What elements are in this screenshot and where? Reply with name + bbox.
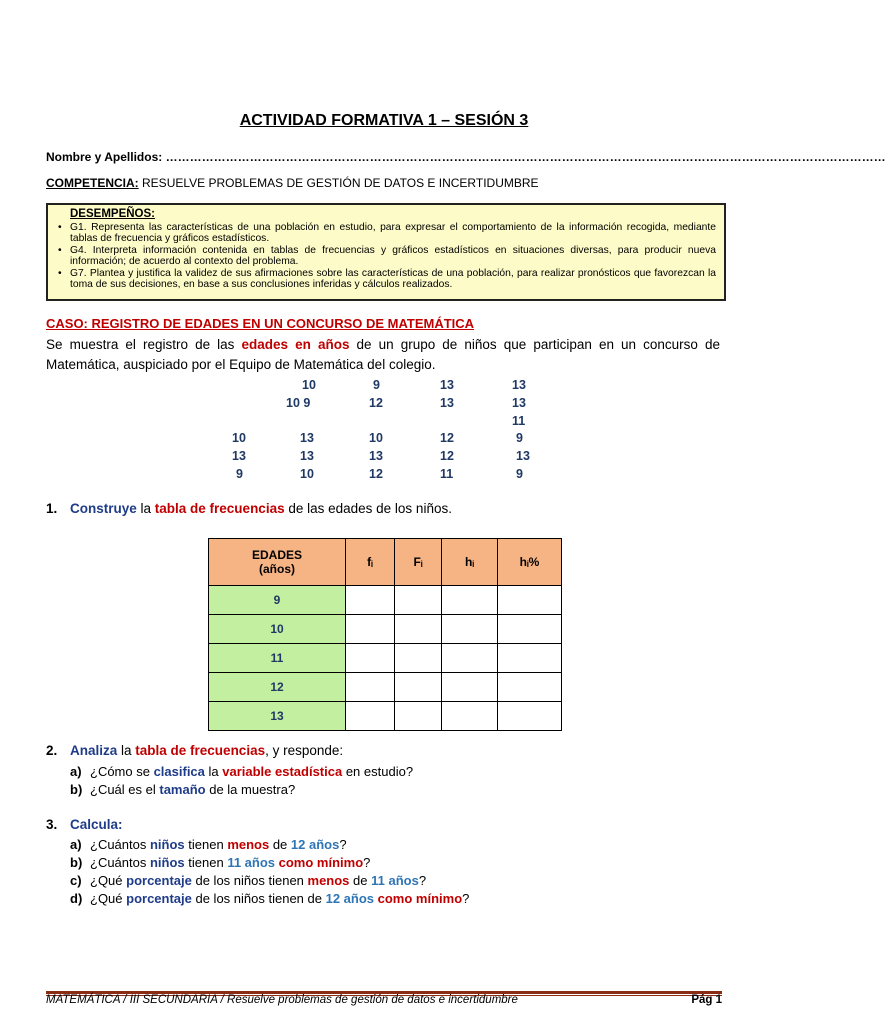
keyword: variable estadística <box>222 764 343 779</box>
fi-input-cell[interactable] <box>346 615 395 644</box>
table-row <box>209 673 562 702</box>
age-value: 13 <box>300 449 314 463</box>
keyword: porcentaje <box>126 891 192 906</box>
age-value: 9 <box>516 467 523 481</box>
question-number: 2. <box>46 743 58 758</box>
age-value: 10 <box>232 431 246 445</box>
fi-input-cell[interactable] <box>346 586 395 615</box>
desempenos-list <box>56 222 716 290</box>
sub-text: ¿Cuántos <box>90 855 150 870</box>
keyword: tamaño <box>159 782 206 797</box>
header-hi: hᵢ <box>442 539 498 586</box>
age-cell: 9 <box>209 586 346 615</box>
keyword: niños <box>149 855 185 870</box>
keyword: clasifica <box>153 764 205 779</box>
age-value: 13 <box>232 449 246 463</box>
question-verb: Construye <box>70 501 137 516</box>
sub-label: b) <box>70 782 83 797</box>
sub-text: de <box>349 873 372 888</box>
age-value: 12 <box>369 467 383 481</box>
age-value: 12 <box>369 396 383 410</box>
table-row <box>209 586 562 615</box>
keyword: menos <box>227 837 270 852</box>
age-value: 9 <box>373 378 380 392</box>
question-number: 3. <box>46 817 58 832</box>
table-row <box>209 644 562 673</box>
sub-text: ¿Qué <box>90 891 127 906</box>
header-line: EDADES <box>251 548 302 562</box>
frequency-table <box>208 538 562 731</box>
sub-label: c) <box>70 873 82 888</box>
table-row <box>209 615 562 644</box>
sub-label: a) <box>70 764 82 779</box>
age-value: 9 <box>236 467 243 481</box>
age-cell: 13 <box>209 702 346 731</box>
question-verb: Analiza <box>70 743 118 758</box>
header-Fi: Fᵢ <box>395 539 442 586</box>
fi-input-cell[interactable] <box>346 702 395 731</box>
Fi-input-cell[interactable] <box>395 615 442 644</box>
intro-text: Se muestra el registro de las <box>46 337 242 352</box>
sub-text: ¿Cuál es el <box>90 782 160 797</box>
Fi-input-cell[interactable] <box>395 644 442 673</box>
question-3a <box>70 837 347 852</box>
desempenos-box <box>46 203 726 301</box>
keyword: 11 años <box>227 855 276 870</box>
age-value: 13 <box>512 378 526 392</box>
hi-percent-input-cell[interactable] <box>498 673 562 702</box>
keyword: como mínimo <box>377 891 463 906</box>
question-text: la <box>117 743 136 758</box>
age-cell: 12 <box>209 673 346 702</box>
Fi-input-cell[interactable] <box>395 586 442 615</box>
sub-text: de <box>269 837 291 852</box>
age-value: 13 <box>300 431 314 445</box>
header-fi: fᵢ <box>346 539 395 586</box>
sub-text: en estudio? <box>342 764 414 779</box>
sub-text: ¿Cómo se <box>90 764 154 779</box>
desempeno-item: • G7. Plantea y justifica la validez de sus afirmaciones sobre las características de una población, para realizar pronósticos que favorezcan la toma de sus decisiones, en base a sus conclusiones inferidas y cálculos realizados. <box>56 268 716 291</box>
sub-label: b) <box>70 855 83 870</box>
hi-percent-input-cell[interactable] <box>498 644 562 673</box>
age-value: 13 <box>516 449 530 463</box>
sub-text: ? <box>418 873 427 888</box>
sub-label: d) <box>70 891 83 906</box>
fi-input-cell[interactable] <box>346 673 395 702</box>
competencia-line <box>46 176 539 190</box>
question-3: 3. Calcula: <box>46 817 123 832</box>
keyword: como mínimo <box>278 855 364 870</box>
age-value: 12 <box>440 449 454 463</box>
age-value: 10 <box>369 431 383 445</box>
keyword: 11 años <box>371 873 419 888</box>
question-2 <box>46 743 343 758</box>
age-value: 13 <box>440 378 454 392</box>
sub-text: tienen <box>184 837 228 852</box>
hi-input-cell[interactable] <box>442 615 498 644</box>
header-hi-percent: hᵢ% <box>498 539 562 586</box>
age-value: 13 <box>369 449 383 463</box>
age-value: 13 <box>512 396 526 410</box>
case-intro <box>46 335 720 375</box>
age-value: 10 <box>302 378 316 392</box>
keyword: menos <box>307 873 350 888</box>
age-cell: 10 <box>209 615 346 644</box>
keyword: niños <box>149 837 185 852</box>
desempeno-item: • G4. Interpreta información contenida en tablas de frecuencias y gráficos estadísticos en situaciones diversas, para producir nueva información; de acuerdo al contexto del problema. <box>56 245 716 268</box>
desempeno-item: • G1. Representa las características de una población en estudio, para expresar el comportamiento de la información recogida, mediante tablas de frecuencia y gráficos estadísticos. <box>56 222 716 245</box>
table-row <box>209 702 562 731</box>
intro-highlight: edades en años <box>241 337 350 352</box>
hi-input-cell[interactable] <box>442 586 498 615</box>
keyword: 12 años <box>325 891 375 906</box>
page-title: ACTIVIDAD FORMATIVA 1 – SESIÓN 3 <box>239 112 529 129</box>
name-field-line: Nombre y Apellidos: ……………………………………………………………………………………………………………………………………………………………… <box>46 150 886 164</box>
question-3c <box>70 873 426 888</box>
sub-text: ? <box>339 837 347 852</box>
age-cell: 11 <box>209 644 346 673</box>
hi-input-cell[interactable] <box>442 702 498 731</box>
header-edades <box>209 539 346 586</box>
Fi-input-cell[interactable] <box>395 673 442 702</box>
competencia-label: COMPETENCIA: <box>46 176 139 190</box>
question-1 <box>46 501 452 516</box>
hi-percent-input-cell[interactable] <box>498 586 562 615</box>
question-text: la <box>136 501 155 516</box>
question-2a <box>70 764 413 779</box>
competencia-value: RESUELVE PROBLEMAS DE GESTIÓN DE DATOS E INCERTIDUMBRE <box>142 176 539 190</box>
sub-text: ? <box>363 855 371 870</box>
keyword: porcentaje <box>126 873 192 888</box>
sub-text: ¿Qué <box>90 873 127 888</box>
sub-text: la <box>204 764 223 779</box>
age-value: 13 <box>440 396 454 410</box>
question-verb: Calcula <box>70 817 119 832</box>
question-2b <box>70 782 295 797</box>
hi-input-cell[interactable] <box>442 673 498 702</box>
hi-input-cell[interactable] <box>442 644 498 673</box>
question-highlight: tabla de frecuencias <box>154 501 285 516</box>
hi-percent-input-cell[interactable] <box>498 615 562 644</box>
age-value: 12 <box>440 431 454 445</box>
sub-text: de los niños tienen <box>191 873 308 888</box>
sub-text: de la muestra? <box>205 782 296 797</box>
intro-text: de un grupo de niños que participan en un concurso de Matemática, auspiciado por el Equipo de Matemática del colegio. <box>46 337 720 372</box>
header-line: (años) <box>259 562 295 576</box>
keyword: 12 años <box>290 837 340 852</box>
age-value: 10 <box>300 467 314 481</box>
sub-text: ? <box>462 891 470 906</box>
question-text: de las edades de los niños. <box>284 501 452 516</box>
question-3d <box>70 891 469 906</box>
footer-text: MATEMÁTICA / III SECUNDARIA / Resuelve problemas de gestión de datos e incertidumbre <box>46 994 518 1006</box>
desempenos-heading: DESEMPEÑOS: <box>70 208 155 220</box>
sub-text: de los niños tienen de <box>191 891 326 906</box>
sub-label: a) <box>70 837 82 852</box>
age-value: 11 <box>440 467 454 481</box>
Fi-input-cell[interactable] <box>395 702 442 731</box>
sub-text: ¿Cuántos <box>90 837 150 852</box>
question-highlight: tabla de frecuencias <box>135 743 266 758</box>
age-value: 9 <box>516 431 523 445</box>
page-number: Pág 1 <box>691 994 722 1006</box>
case-title: CASO: REGISTRO DE EDADES EN UN CONCURSO DE MATEMÁTICA <box>46 316 475 331</box>
question-number: 1. <box>46 501 58 516</box>
fi-input-cell[interactable] <box>346 644 395 673</box>
age-value: 11 <box>512 414 526 428</box>
question-3b <box>70 855 370 870</box>
question-text: , y responde: <box>265 743 344 758</box>
hi-percent-input-cell[interactable] <box>498 702 562 731</box>
sub-text: tienen <box>184 855 228 870</box>
age-value: 10 9 <box>286 396 311 410</box>
